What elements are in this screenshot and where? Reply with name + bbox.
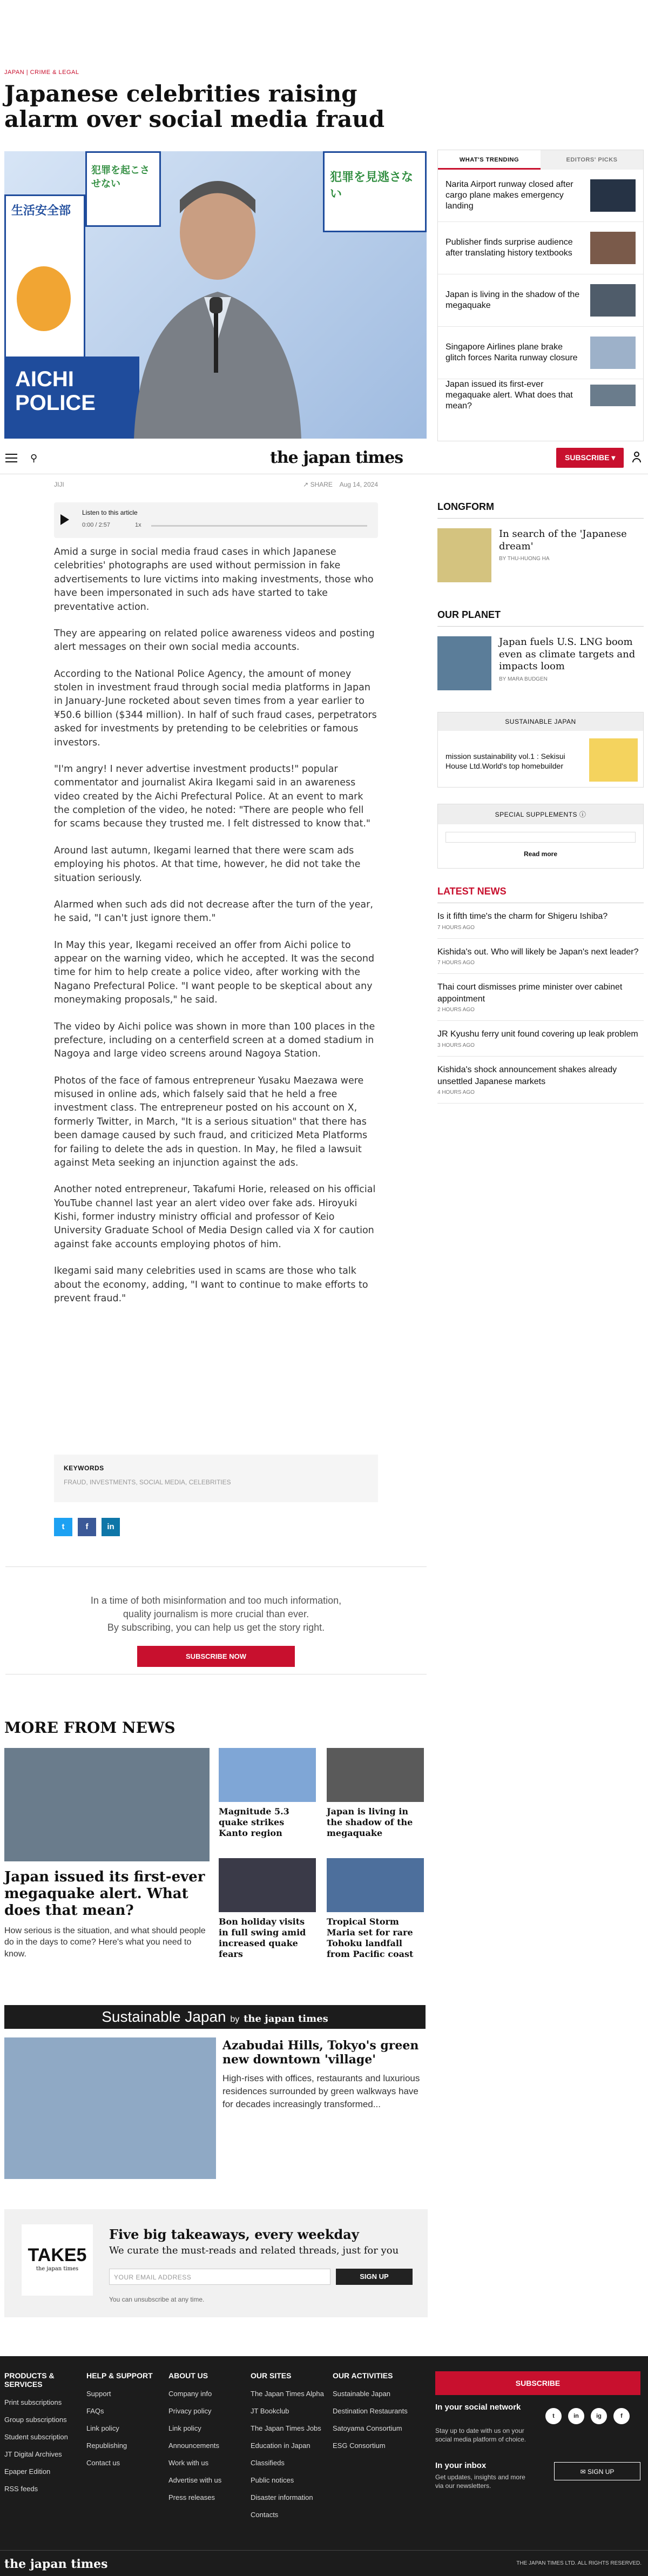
footer-link[interactable]: The Japan Times Jobs bbox=[251, 2424, 321, 2432]
latest-news-title: Kishida's out. Who will likely be Japan's next leader? bbox=[437, 947, 639, 957]
footer-link[interactable]: Satoyama Consortium bbox=[333, 2424, 402, 2432]
more-card[interactable] bbox=[327, 1858, 424, 1960]
article-paragraph: They are appearing on related police awareness videos and posting alert messages on their own social media accounts. bbox=[54, 628, 375, 653]
site-logo[interactable]: the japan times bbox=[270, 448, 403, 467]
article-body bbox=[54, 546, 378, 1319]
subscribe-button-label: SUBSCRIBE bbox=[565, 453, 610, 462]
trending-thumbnail bbox=[590, 337, 636, 369]
sustainable-japan-by: by bbox=[230, 2015, 240, 2024]
footer-link[interactable]: Print subscriptions bbox=[4, 2398, 62, 2406]
newsletter-note: You can unsubscribe at any time. bbox=[109, 2296, 205, 2303]
article-paragraph: "I'm angry! I never advertise investment products!" popular commentator and journalist Akira Ikegami said in an awareness video created by the Aichi Prefectural Police. At an event to mark the completion of the video, he noted: "There are people who fell for scams because they trusted me. I felt distressed to know that." bbox=[54, 763, 370, 830]
sustainable-japan-thumbnail bbox=[589, 738, 638, 782]
keywords-title: KEYWORDS bbox=[64, 1464, 104, 1472]
article-paragraph: Alarmed when such ads did not decrease after the turn of the year, he said, "I can't just ignore them." bbox=[54, 899, 373, 924]
footer-link[interactable]: RSS feeds bbox=[4, 2485, 38, 2493]
footer-bottom-bar bbox=[0, 2550, 648, 2576]
footer-link[interactable]: FAQs bbox=[86, 2407, 104, 2415]
latest-news-time: 7 HOURS AGO bbox=[437, 960, 475, 966]
our-planet-title: Japan fuels U.S. LNG boom even as climate targets and impacts loom bbox=[499, 636, 636, 672]
newsletter-signup bbox=[4, 2209, 428, 2317]
more-card-title: Tropical Storm Maria set for rare Tohoku landfall from Pacific coast bbox=[327, 1916, 414, 1959]
site-footer bbox=[0, 2356, 648, 2576]
take5-logo-sub: the japan times bbox=[36, 2266, 79, 2272]
copyright: THE JAPAN TIMES LTD. ALL RIGHTS RESERVED. bbox=[516, 2560, 642, 2566]
keywords-box bbox=[54, 1455, 378, 1502]
special-supplements-label bbox=[438, 804, 643, 824]
sidebar-sustainable-japan[interactable] bbox=[437, 712, 644, 788]
linkedin-icon[interactable]: in bbox=[102, 1518, 120, 1536]
footer-inbox-title: In your inbox bbox=[435, 2461, 487, 2470]
section-breadcrumb[interactable]: JAPAN | CRIME & LEGAL bbox=[4, 69, 79, 76]
sustainable-japan-image[interactable] bbox=[4, 2037, 216, 2179]
trending-item-title: Publisher finds surprise audience after translating history textbooks bbox=[446, 238, 573, 258]
footer-subscribe-button[interactable]: SUBSCRIBE bbox=[435, 2371, 640, 2395]
footer-link[interactable]: Disaster information bbox=[251, 2493, 313, 2501]
longform-item[interactable] bbox=[437, 528, 644, 582]
keywords-list[interactable]: FRAUD, INVESTMENTS, SOCIAL MEDIA, CELEBRITIES bbox=[64, 1478, 231, 1486]
share-icon[interactable]: ↗ bbox=[303, 481, 309, 488]
our-planet-byline: BY MARA BUDGEN bbox=[499, 676, 548, 682]
newsletter-heading: Five big takeaways, every weekday bbox=[109, 2227, 359, 2242]
more-feature-card[interactable] bbox=[4, 1748, 210, 1960]
footer-signup-label: SIGN UP bbox=[588, 2468, 615, 2476]
latest-news-item[interactable] bbox=[437, 1021, 644, 1057]
trending-thumbnail bbox=[590, 385, 636, 406]
take5-logo bbox=[22, 2224, 93, 2296]
footer-link[interactable]: Link policy bbox=[86, 2424, 119, 2432]
promo-line: quality journalism is more crucial than ever. bbox=[123, 1609, 309, 1620]
latest-news-item[interactable] bbox=[437, 1057, 644, 1104]
hero-left-panel-text: 生活安全部 bbox=[11, 204, 71, 217]
hero-banner: AICHI POLICE bbox=[4, 357, 139, 439]
trending-item-title: Japan is living in the shadow of the megaquake bbox=[446, 290, 580, 310]
footer-link[interactable]: Advertise with us bbox=[168, 2476, 222, 2484]
page-title: Japanese celebrities raising alarm over social media fraud bbox=[4, 80, 385, 133]
info-icon[interactable]: ⓘ bbox=[579, 811, 586, 818]
footer-link[interactable]: JT Digital Archives bbox=[4, 2450, 62, 2458]
subscribe-now-button[interactable]: SUBSCRIBE NOW bbox=[137, 1646, 295, 1667]
article-paragraph: Photos of the face of famous entrepreneur Yusaku Maezawa were misused in online ads, which falsely said that he held a free investment class. The entrepreneur posted on his account on X, formerly Twitter, in March, "It is a serious situation" that there has been damage caused by such fraud, and criticized Meta Platforms for failing to delete the ads in question. In May, he filed a lawsuit against Meta seeking an injunction against the ads. bbox=[54, 1075, 368, 1168]
article-paragraph: Amid a surge in social media fraud cases in which Japanese celebrities' photographs are used without permission in fake advertisements to lure victims into making investments, those who have been impersonated in such ads have started to take preventative action. bbox=[54, 547, 374, 613]
hero-center-panel-text: 犯罪を起こさせない bbox=[91, 165, 150, 190]
footer-column bbox=[86, 2371, 162, 2472]
footer-signup-button[interactable] bbox=[554, 2462, 640, 2480]
subscribe-button[interactable]: SUBSCRIBE ▾ bbox=[556, 448, 624, 468]
sustainable-japan-headline[interactable]: Azabudai Hills, Tokyo's green new downtown 'village' bbox=[222, 2039, 419, 2067]
instagram-icon[interactable]: ig bbox=[591, 2408, 607, 2424]
article-paragraph: Another noted entrepreneur, Takafumi Horie, released on his official YouTube channel last year an alert video over fake ads. Hiroyuki Kishi, former industry ministry official and professor of Keio University Graduate School of Media Design called via X for caution against fake accounts employing photos of him. bbox=[54, 1184, 376, 1250]
read-more-link[interactable]: Read more bbox=[523, 850, 558, 858]
footer-link[interactable]: Announcements bbox=[168, 2442, 219, 2450]
footer-link[interactable]: Work with us bbox=[168, 2459, 209, 2467]
latest-news-title: JR Kyushu ferry unit found covering up leak problem bbox=[437, 1030, 638, 1039]
latest-news-time: 4 HOURS AGO bbox=[437, 1089, 475, 1096]
sidebar-latest-news bbox=[437, 886, 644, 1104]
longform-byline: BY THU-HUONG HA bbox=[499, 556, 550, 562]
footer-link[interactable]: Press releases bbox=[168, 2493, 215, 2501]
footer-social-title: In your social network bbox=[435, 2403, 521, 2412]
audio-player bbox=[54, 502, 378, 538]
footer-social-icons bbox=[545, 2408, 630, 2424]
search-icon[interactable]: ⚲ bbox=[30, 453, 38, 463]
tab-editors-picks[interactable]: EDITORS' PICKS bbox=[541, 150, 643, 170]
latest-news-item[interactable] bbox=[437, 939, 644, 974]
latest-news-item[interactable] bbox=[437, 974, 644, 1021]
more-card-title: Japan is living in the shadow of the megaquake bbox=[327, 1806, 413, 1838]
footer-column-title: PRODUCTS & SERVICES bbox=[4, 2371, 55, 2389]
footer-column-title: OUR ACTIVITIES bbox=[333, 2371, 393, 2380]
trending-thumbnail bbox=[590, 284, 636, 317]
footer-link[interactable]: Contact us bbox=[86, 2459, 120, 2467]
footer-link[interactable]: Privacy policy bbox=[168, 2407, 212, 2415]
our-planet-heading: OUR PLANET bbox=[437, 609, 501, 620]
footer-link[interactable]: Republishing bbox=[86, 2442, 127, 2450]
sustainable-japan-label: SUSTAINABLE JAPAN bbox=[438, 712, 643, 731]
hero-right-panel-text: 犯罪を見逃さない bbox=[330, 170, 414, 200]
share-buttons bbox=[54, 1518, 120, 1536]
newsletter-signup-button[interactable]: SIGN UP bbox=[336, 2269, 413, 2285]
top-navigation bbox=[0, 442, 648, 474]
footer-social-text: Stay up to date with us on your social media platform of choice. bbox=[435, 2427, 526, 2444]
trending-item[interactable] bbox=[438, 170, 643, 222]
article-paragraph: Around last autumn, Ikegami learned that there were scam ads employing his photos. At that time, however, he did not take the situation seriously. bbox=[54, 845, 361, 884]
trending-item-title: Japan issued its first-ever megaquake alert. What does that mean? bbox=[446, 380, 573, 411]
latest-news-title: Thai court dismisses prime minister over cabinet appointment bbox=[437, 983, 623, 1004]
more-card-title: Bon holiday visits in full swing amid increased quake fears bbox=[219, 1916, 306, 1959]
more-feature-title: Japan issued its first-ever megaquake alert. What does that mean? bbox=[4, 1869, 205, 1919]
footer-column-title: ABOUT US bbox=[168, 2371, 208, 2380]
footer-column bbox=[251, 2371, 332, 2524]
footer-link[interactable]: ESG Consortium bbox=[333, 2442, 386, 2450]
hero-right-panel bbox=[323, 151, 427, 232]
footer-column bbox=[168, 2371, 244, 2506]
audio-speed[interactable]: 1x bbox=[135, 522, 141, 528]
footer-link[interactable]: Classifieds bbox=[251, 2459, 285, 2467]
footer-link[interactable]: Epaper Edition bbox=[4, 2467, 51, 2476]
footer-link[interactable]: Contacts bbox=[251, 2511, 279, 2519]
take5-logo-main: TAKE5 bbox=[28, 2245, 87, 2265]
newsletter-subheading: We curate the must-reads and related threads, just for you bbox=[109, 2245, 399, 2256]
trending-item[interactable] bbox=[438, 327, 643, 379]
mail-icon: ✉ bbox=[580, 2468, 586, 2476]
more-card[interactable] bbox=[327, 1748, 424, 1839]
footer-link[interactable]: JT Bookclub bbox=[251, 2407, 289, 2415]
audio-progress-bar[interactable] bbox=[151, 525, 367, 527]
menu-icon[interactable] bbox=[5, 454, 17, 462]
publish-date: Aug 14, 2024 bbox=[339, 481, 378, 488]
sidebar-special-supplements bbox=[437, 804, 644, 869]
footer-link[interactable]: Group subscriptions bbox=[4, 2416, 67, 2424]
audio-time: 0:00 / 2:57 bbox=[82, 522, 110, 528]
more-card-image bbox=[327, 1858, 424, 1912]
linkedin-icon[interactable]: in bbox=[568, 2408, 584, 2424]
facebook-icon[interactable]: f bbox=[613, 2408, 630, 2424]
speaker-figure bbox=[123, 162, 312, 439]
audio-label: Listen to this article bbox=[82, 509, 138, 516]
sustainable-japan-section bbox=[4, 2005, 426, 2109]
footer-link[interactable]: The Japan Times Alpha bbox=[251, 2390, 324, 2398]
promo-line: By subscribing, you can help us get the story right. bbox=[107, 1622, 325, 1633]
footer-column bbox=[333, 2371, 424, 2454]
footer-link[interactable]: Company info bbox=[168, 2390, 212, 2398]
longform-heading: LONGFORM bbox=[437, 501, 494, 512]
article-header bbox=[4, 69, 431, 132]
sustainable-japan-logo: the japan times bbox=[244, 2013, 328, 2025]
footer-inbox-text: Get updates, insights and more via our newsletters. bbox=[435, 2473, 525, 2490]
footer-column-title: HELP & SUPPORT bbox=[86, 2371, 153, 2380]
latest-news-title: Is it fifth time's the charm for Shigeru Ishiba? bbox=[437, 912, 608, 921]
article-paragraph: Ikegami said many celebrities used in scams are those who talk about the economy, adding, "I want to continue to make efforts to prevent fraud." bbox=[54, 1266, 368, 1304]
hero-photo bbox=[4, 151, 427, 439]
footer-logo[interactable]: the japan times bbox=[4, 2557, 108, 2571]
more-feature-image bbox=[4, 1748, 210, 1861]
trending-tabs bbox=[438, 150, 643, 170]
article-paragraph: In May this year, Ikegami received an offer from Aichi police to appear on the warning video, which he accepted. It was the second time for him to help create a police video, after working with the Nagano Prefectural Police. "I want people to be skeptical about any moneymaking proposals," he said. bbox=[54, 939, 375, 1006]
more-feature-desc: How serious is the situation, and what should people do in the days to come? Here's what you need to know. bbox=[4, 1926, 206, 1959]
footer-link[interactable]: Education in Japan bbox=[251, 2442, 310, 2450]
footer-link[interactable]: Student subscription bbox=[4, 2433, 68, 2441]
article-paragraph: According to the National Police Agency, the amount of money stolen in investment fraud through social media platforms in Japan in January-June rocketed about seven times from a year earlier to ¥50.6 billion ($344 million). In half of such fraud cases, perpetrators asked for investments by pretending to be celebrities or famous investors. bbox=[54, 668, 377, 748]
twitter-icon[interactable]: t bbox=[545, 2408, 562, 2424]
more-card[interactable] bbox=[219, 1858, 316, 1960]
trending-widget bbox=[437, 150, 644, 441]
footer-link[interactable]: Sustainable Japan bbox=[333, 2390, 390, 2398]
latest-news-item[interactable] bbox=[437, 903, 644, 939]
facebook-icon[interactable]: f bbox=[78, 1518, 96, 1536]
trending-item-title: Narita Airport runway closed after cargo plane makes emergency landing bbox=[446, 180, 573, 211]
footer-link[interactable]: Public notices bbox=[251, 2476, 294, 2484]
sidebar-our-planet bbox=[437, 609, 644, 690]
more-card-title: Magnitude 5.3 quake strikes Kanto region bbox=[219, 1806, 289, 1838]
trending-item[interactable] bbox=[438, 274, 643, 327]
email-input[interactable]: YOUR EMAIL ADDRESS bbox=[109, 2269, 330, 2285]
trending-item[interactable] bbox=[438, 379, 643, 412]
subscription-promo bbox=[5, 1566, 427, 1674]
mascot-icon bbox=[17, 266, 71, 331]
more-card-image bbox=[327, 1748, 424, 1802]
trending-thumbnail bbox=[590, 179, 636, 212]
play-icon[interactable] bbox=[60, 514, 69, 525]
footer-link[interactable]: Link policy bbox=[168, 2424, 201, 2432]
footer-link[interactable]: Support bbox=[86, 2390, 111, 2398]
more-card[interactable] bbox=[219, 1748, 316, 1839]
latest-news-time: 3 HOURS AGO bbox=[437, 1042, 475, 1048]
latest-news-heading: LATEST NEWS bbox=[437, 886, 507, 897]
longform-title: In search of the 'Japanese dream' bbox=[499, 528, 627, 552]
sustainable-japan-item: mission sustainability vol.1 : Sekisui House Ltd.World's top homebuilder bbox=[446, 752, 565, 771]
our-planet-thumbnail bbox=[437, 636, 491, 690]
longform-thumbnail bbox=[437, 528, 491, 582]
source-label: JIJI bbox=[54, 481, 64, 488]
trending-item[interactable] bbox=[438, 222, 643, 274]
account-icon[interactable] bbox=[632, 452, 642, 463]
share-label[interactable]: SHARE bbox=[310, 481, 333, 488]
footer-link[interactable]: Destination Restaurants bbox=[333, 2407, 408, 2415]
more-card-image bbox=[219, 1858, 316, 1912]
our-planet-item[interactable] bbox=[437, 636, 644, 690]
latest-news-time: 7 HOURS AGO bbox=[437, 924, 475, 931]
latest-news-title: Kishida's shock announcement shakes already unsettled Japanese markets bbox=[437, 1065, 617, 1086]
footer-column bbox=[4, 2371, 80, 2498]
sustainable-japan-bar[interactable] bbox=[4, 2005, 426, 2029]
latest-news-time: 2 HOURS AGO bbox=[437, 1007, 475, 1013]
special-supplements-text: SPECIAL SUPPLEMENTS bbox=[495, 811, 578, 818]
trending-thumbnail bbox=[590, 232, 636, 264]
trending-item-title: Singapore Airlines plane brake glitch forces Narita runway closure bbox=[446, 342, 578, 362]
more-card-image bbox=[219, 1748, 316, 1802]
sidebar-longform bbox=[437, 501, 644, 582]
promo-line: In a time of both misinformation and too much information, bbox=[90, 1595, 342, 1606]
sustainable-japan-title: Sustainable Japan bbox=[102, 2008, 226, 2025]
article-paragraph: The video by Aichi police was shown in more than 100 places in the prefecture, including on a centerfield screen at a domed stadium in Nagoya and large video screens around Nagoya Station. bbox=[54, 1021, 375, 1060]
article-meta bbox=[54, 481, 378, 488]
footer-column-title: OUR SITES bbox=[251, 2371, 292, 2380]
twitter-icon[interactable]: t bbox=[54, 1518, 72, 1536]
more-from-news-heading: MORE FROM NEWS bbox=[4, 1719, 176, 1737]
supplements-carousel[interactable] bbox=[446, 832, 636, 843]
sustainable-japan-desc: High-rises with offices, restaurants and luxurious residences surrounded by green walkways have for decades increasingly transformed... bbox=[222, 2073, 420, 2109]
tab-whats-trending[interactable]: WHAT'S TRENDING bbox=[438, 150, 541, 170]
